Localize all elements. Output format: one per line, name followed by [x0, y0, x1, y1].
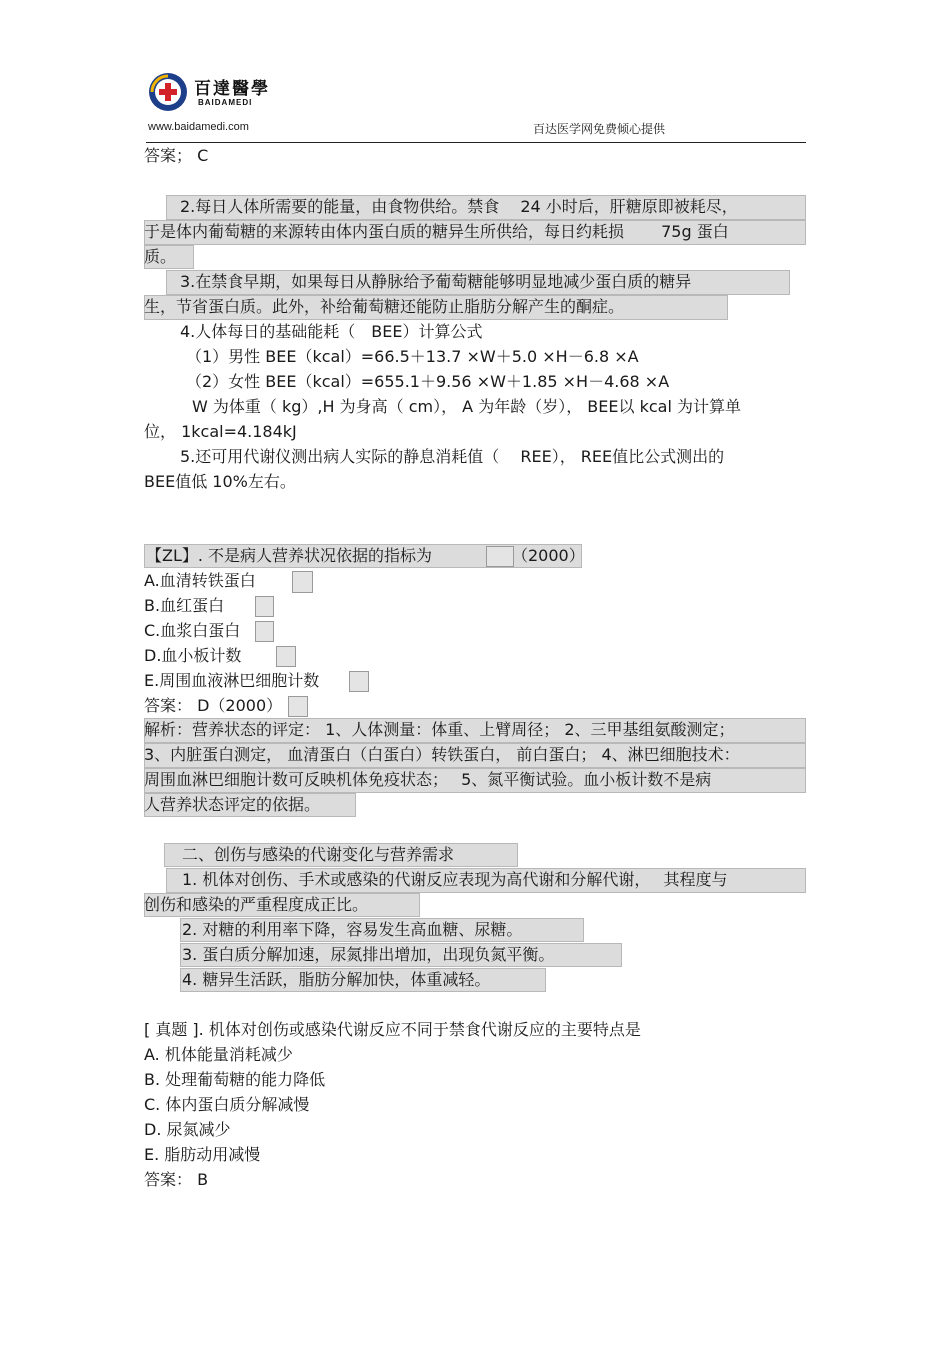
analysis-line: 周围血淋巴细胞计数可反映机体免疫状态； 5、氮平衡试验。血小板计数不是病 — [144, 770, 712, 789]
paragraph-line: 3. 蛋白质分解加速，尿氮排出增加，出现负氮平衡。 — [182, 945, 555, 964]
question-option: B. 处理葡萄糖的能力降低 — [144, 1070, 326, 1089]
question-option: A. 机体能量消耗减少 — [144, 1045, 293, 1064]
formula-line: （1）男性 BEE（kcal）=66.5＋13.7 ×W＋5.0 ×H－6.8 ×A — [186, 347, 639, 366]
answer-blank[interactable] — [292, 571, 313, 593]
paragraph-line: 创伤和感染的严重程度成正比。 — [144, 895, 369, 914]
answer-line: 答案； C — [144, 146, 209, 165]
paragraph-line: 4. 糖异生活跃，脂肪分解加快，体重减轻。 — [182, 970, 491, 989]
paragraph-line: 4.人体每日的基础能耗（ BEE）计算公式 — [180, 322, 483, 341]
question-year: （2000） — [512, 546, 585, 565]
question-stem: 【ZL】. 不是病人营养状况依据的指标为 — [146, 546, 433, 565]
baidamedi-logo-icon — [148, 72, 188, 112]
answer-blank[interactable] — [255, 621, 274, 642]
answer-blank[interactable] — [288, 696, 308, 717]
paragraph-line: 2.每日人体所需要的能量，由食物供给。禁食 24 小时后，肝糖原即被耗尽， — [180, 197, 738, 216]
question-option: C.血浆白蛋白 — [144, 621, 241, 640]
question-option: C. 体内蛋白质分解减慢 — [144, 1095, 310, 1114]
logo-text: 百達醫學 — [194, 79, 270, 99]
paragraph-line: BEE值低 10%左右。 — [144, 472, 296, 491]
answer-blank[interactable] — [486, 546, 514, 567]
page-header — [146, 68, 806, 144]
formula-line: （2）女性 BEE（kcal）=655.1＋9.56 ×W＋1.85 ×H－4.68 ×A — [186, 372, 670, 391]
paragraph-line: 3.在禁食早期，如果每日从静脉给予葡萄糖能够明显地减少蛋白质的糖异 — [180, 272, 692, 291]
paragraph-line: 1. 机体对创伤、手术或感染的代谢反应表现为高代谢和分解代谢， 其程度与 — [182, 870, 728, 889]
answer-blank[interactable] — [255, 596, 274, 617]
paragraph-line: 2. 对糖的利用率下降，容易发生高血糖、尿糖。 — [182, 920, 523, 939]
analysis-line: 3、内脏蛋白测定， 血清蛋白（白蛋白）转铁蛋白， 前白蛋白； 4、淋巴细胞技术： — [144, 745, 740, 764]
paragraph-line: W 为体重（ kg）,H 为身高（ cm）， A 为年龄（岁）， BEE以 kcal 为计算单 — [192, 397, 741, 416]
section-title: 二、创伤与感染的代谢变化与营养需求 — [182, 845, 455, 864]
answer-blank[interactable] — [349, 671, 369, 692]
paragraph-line: 5.还可用代谢仪测出病人实际的静息消耗值（ REE）， REE值比公式测出的 — [180, 447, 725, 466]
answer-blank[interactable] — [276, 646, 296, 667]
answer-line: 答案： D（2000） — [144, 696, 283, 715]
header-divider — [146, 142, 806, 143]
analysis-line: 解析：营养状态的评定： 1、人体测量：体重、上臂周径； 2、三甲基组氨酸测定； — [144, 720, 735, 739]
paragraph-line: 质。 — [144, 247, 177, 266]
site-url[interactable]: www.baidamedi.com — [148, 121, 249, 133]
header-slogan: 百达医学网免费倾心提供 — [533, 122, 666, 136]
logo-subtext: BAIDAMEDI — [198, 98, 253, 107]
question-option: D. 尿氮减少 — [144, 1120, 231, 1139]
question-option: D.血小板计数 — [144, 646, 242, 665]
question-option: B.血红蛋白 — [144, 596, 225, 615]
answer-line: 答案： B — [144, 1170, 209, 1189]
paragraph-line: 位， 1kcal=4.184kJ — [144, 422, 297, 441]
question-option: E.周围血液淋巴细胞计数 — [144, 671, 320, 690]
question-option: E. 脂肪动用减慢 — [144, 1145, 261, 1164]
analysis-line: 人营养状态评定的依据。 — [144, 795, 321, 814]
question-option: A.血清转铁蛋白 — [144, 571, 256, 590]
question-stem: [ 真题 ]. 机体对创伤或感染代谢反应不同于禁食代谢反应的主要特点是 — [144, 1020, 641, 1039]
paragraph-line: 于是体内葡萄糖的来源转由体内蛋白质的糖异生所供给，每日约耗损 75g 蛋白 — [144, 222, 729, 241]
paragraph-line: 生，节省蛋白质。此外，补给葡萄糖还能防止脂肪分解产生的酮症。 — [144, 297, 625, 316]
